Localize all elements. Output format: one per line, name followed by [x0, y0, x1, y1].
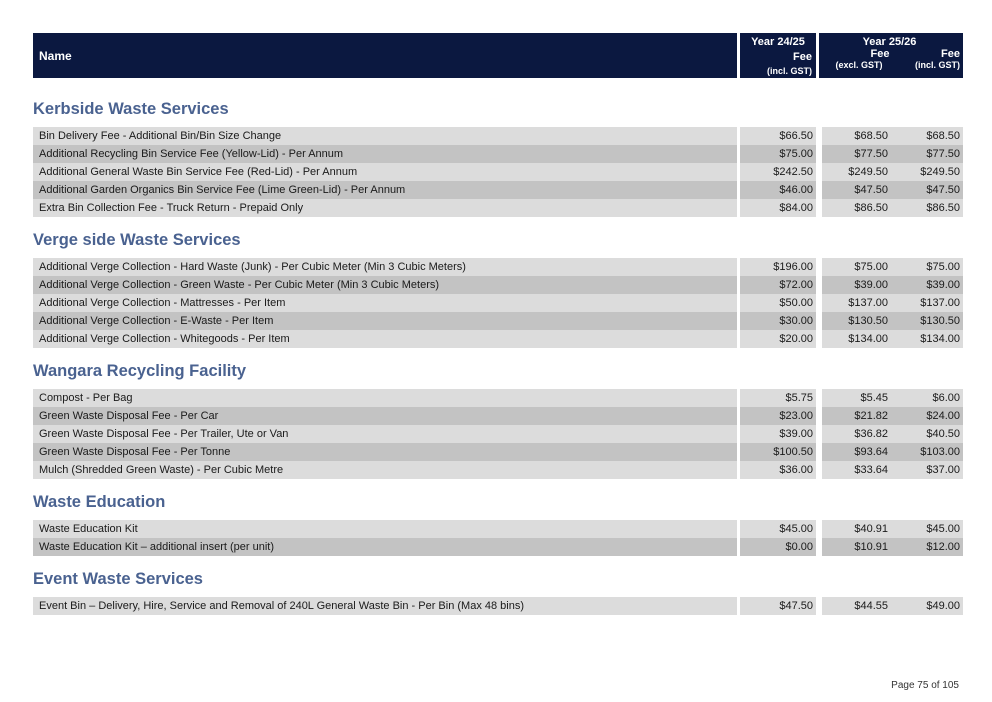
fee-name: Green Waste Disposal Fee - Per Tonne	[33, 443, 737, 461]
page-number: Page 75 of 105	[891, 680, 959, 691]
table-row	[33, 127, 960, 145]
fee-name: Waste Education Kit – additional insert (per unit)	[33, 538, 737, 556]
fee-year2-excl: $36.82	[822, 425, 888, 443]
fee-name: Additional Recycling Bin Service Fee (Yellow-Lid) - Per Annum	[33, 145, 737, 163]
fee-year1-incl: $84.00	[740, 199, 816, 217]
fee-year1-incl: $46.00	[740, 181, 816, 199]
table-header	[33, 33, 960, 78]
fee-year1-incl: $47.50	[740, 597, 816, 615]
fee-year2-excl: $68.50	[822, 127, 888, 145]
section-title: Verge side Waste Services	[33, 231, 241, 249]
fee-sections	[33, 98, 960, 615]
fee-year1-incl: $100.50	[740, 443, 816, 461]
fee-year1-incl: $45.00	[740, 520, 816, 538]
table-row	[33, 258, 960, 276]
table-row	[33, 312, 960, 330]
table-row	[33, 597, 960, 615]
fee-year2-excl: $21.82	[822, 407, 888, 425]
fee-name: Compost - Per Bag	[33, 389, 737, 407]
section	[33, 229, 960, 348]
section	[33, 568, 960, 615]
fee-year2-excl: $10.91	[822, 538, 888, 556]
year1-column-header	[740, 33, 816, 78]
fee-year2-incl: $103.00	[888, 443, 963, 461]
table-row	[33, 407, 960, 425]
fee-year2-excl: $249.50	[822, 163, 888, 181]
fee-year1-incl: $36.00	[740, 461, 816, 479]
section	[33, 360, 960, 479]
fee-year2-incl: $6.00	[888, 389, 963, 407]
fee-name: Waste Education Kit	[33, 520, 737, 538]
table-row	[33, 181, 960, 199]
fee-name: Additional Verge Collection - Green Waste - Per Cubic Meter (Min 3 Cubic Meters)	[33, 276, 737, 294]
year2-excl-header	[819, 48, 890, 70]
table-row	[33, 163, 960, 181]
fee-name: Additional Verge Collection - Whitegoods - Per Item	[33, 330, 737, 348]
fee-year2-excl: $47.50	[822, 181, 888, 199]
section-title: Waste Education	[33, 493, 166, 511]
name-column-header: Name	[33, 33, 737, 78]
fee-year2-excl: $134.00	[822, 330, 888, 348]
section-rows	[33, 597, 960, 615]
table-row	[33, 461, 960, 479]
fee-year2-incl: $47.50	[888, 181, 963, 199]
year2-incl-fee-label: Fee	[941, 48, 960, 60]
year1-fee-label: Fee	[793, 51, 812, 63]
fee-name: Extra Bin Collection Fee - Truck Return - Prepaid Only	[33, 199, 737, 217]
year1-label: Year 24/25	[751, 36, 805, 48]
section-rows	[33, 258, 960, 348]
table-row	[33, 294, 960, 312]
table-row	[33, 520, 960, 538]
fee-year2-incl: $39.00	[888, 276, 963, 294]
fee-year1-incl: $66.50	[740, 127, 816, 145]
fee-year2-incl: $134.00	[888, 330, 963, 348]
year1-gst-label: (incl. GST)	[767, 66, 812, 76]
fee-year2-incl: $68.50	[888, 127, 963, 145]
fee-year2-excl: $75.00	[822, 258, 888, 276]
fee-name: Additional Verge Collection - E-Waste - Per Item	[33, 312, 737, 330]
fee-name: Green Waste Disposal Fee - Per Car	[33, 407, 737, 425]
fee-year1-incl: $30.00	[740, 312, 816, 330]
section-title: Kerbside Waste Services	[33, 100, 229, 118]
table-row	[33, 389, 960, 407]
fee-year2-incl: $12.00	[888, 538, 963, 556]
fee-year2-excl: $77.50	[822, 145, 888, 163]
section-rows	[33, 127, 960, 217]
fee-year2-incl: $77.50	[888, 145, 963, 163]
fee-name: Green Waste Disposal Fee - Per Trailer, Ute or Van	[33, 425, 737, 443]
fee-year2-excl: $44.55	[822, 597, 888, 615]
section-title: Event Waste Services	[33, 570, 203, 588]
year2-incl-header	[890, 48, 961, 70]
section-rows	[33, 520, 960, 556]
table-row	[33, 276, 960, 294]
table-row	[33, 199, 960, 217]
section-title: Wangara Recycling Facility	[33, 362, 247, 380]
fee-year2-excl: $130.50	[822, 312, 888, 330]
year2-column-header	[819, 33, 963, 78]
fee-year2-excl: $5.45	[822, 389, 888, 407]
fee-year2-excl: $39.00	[822, 276, 888, 294]
year2-label: Year 25/26	[862, 36, 917, 48]
fee-year2-excl: $93.64	[822, 443, 888, 461]
fee-name: Mulch (Shredded Green Waste) - Per Cubic Metre	[33, 461, 737, 479]
fee-year1-incl: $39.00	[740, 425, 816, 443]
section-rows	[33, 389, 960, 479]
fee-year2-incl: $49.00	[888, 597, 963, 615]
fee-year1-incl: $20.00	[740, 330, 816, 348]
section	[33, 491, 960, 556]
fee-name: Additional Verge Collection - Mattresses - Per Item	[33, 294, 737, 312]
fee-year2-incl: $130.50	[888, 312, 963, 330]
fee-year2-incl: $37.00	[888, 461, 963, 479]
fee-year1-incl: $196.00	[740, 258, 816, 276]
year2-incl-gst-label: (incl. GST)	[915, 60, 960, 70]
fee-year1-incl: $75.00	[740, 145, 816, 163]
table-row	[33, 145, 960, 163]
fee-year1-incl: $5.75	[740, 389, 816, 407]
fee-year1-incl: $50.00	[740, 294, 816, 312]
fee-year2-incl: $249.50	[888, 163, 963, 181]
fee-year2-incl: $86.50	[888, 199, 963, 217]
fee-name: Bin Delivery Fee - Additional Bin/Bin Size Change	[33, 127, 737, 145]
table-row	[33, 538, 960, 556]
fee-schedule-page	[33, 33, 960, 615]
fee-name: Additional General Waste Bin Service Fee (Red-Lid) - Per Annum	[33, 163, 737, 181]
year2-excl-fee-label: Fee	[870, 48, 890, 60]
fee-year1-incl: $0.00	[740, 538, 816, 556]
fee-year2-incl: $24.00	[888, 407, 963, 425]
table-row	[33, 443, 960, 461]
fee-year2-incl: $40.50	[888, 425, 963, 443]
fee-year2-incl: $137.00	[888, 294, 963, 312]
section	[33, 98, 960, 217]
fee-year1-incl: $23.00	[740, 407, 816, 425]
fee-year2-excl: $137.00	[822, 294, 888, 312]
year2-excl-gst-label: (excl. GST)	[835, 60, 883, 70]
fee-name: Event Bin – Delivery, Hire, Service and Removal of 240L General Waste Bin - Per Bin (Max 48 bins)	[33, 597, 737, 615]
table-row	[33, 425, 960, 443]
fee-year2-excl: $86.50	[822, 199, 888, 217]
fee-year2-incl: $45.00	[888, 520, 963, 538]
fee-year2-incl: $75.00	[888, 258, 963, 276]
fee-year2-excl: $33.64	[822, 461, 888, 479]
fee-year2-excl: $40.91	[822, 520, 888, 538]
table-row	[33, 330, 960, 348]
fee-name: Additional Verge Collection - Hard Waste (Junk) - Per Cubic Meter (Min 3 Cubic Meters)	[33, 258, 737, 276]
fee-year1-incl: $72.00	[740, 276, 816, 294]
fee-name: Additional Garden Organics Bin Service Fee (Lime Green-Lid) - Per Annum	[33, 181, 737, 199]
fee-year1-incl: $242.50	[740, 163, 816, 181]
